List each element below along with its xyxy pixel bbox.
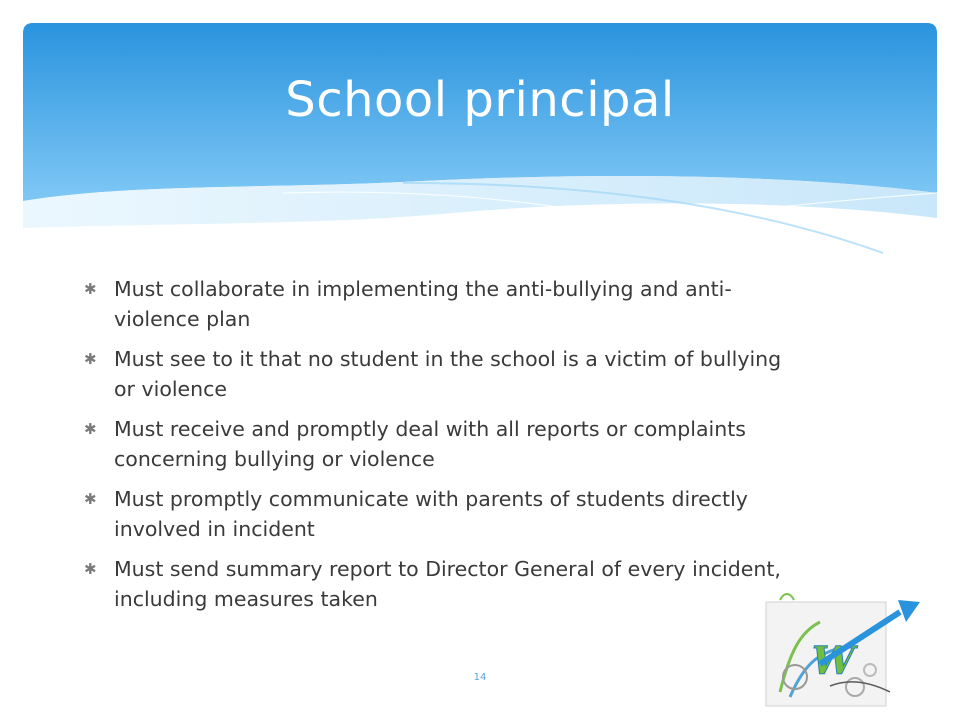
page-number: 14: [473, 672, 487, 683]
asterisk-bullet-icon: ✱: [84, 280, 97, 298]
decorative-logo-icon: [760, 582, 930, 710]
title-banner: [23, 23, 937, 273]
asterisk-bullet-icon: ✱: [84, 560, 97, 578]
bullet-item: [84, 274, 804, 334]
bullet-text: Must receive and promptly deal with all reports or complaints concerning bullying or violence: [114, 417, 746, 471]
slide-title: School principal: [285, 72, 675, 128]
bullet-text: Must promptly communicate with parents of students directly involved in incident: [114, 487, 748, 541]
bullet-text: Must see to it that no student in the school is a victim of bullying or violence: [114, 347, 782, 401]
asterisk-bullet-icon: ✱: [84, 490, 97, 508]
bullet-text: Must collaborate in implementing the anti-bullying and anti-violence plan: [114, 277, 732, 331]
bullet-list: [84, 274, 804, 624]
bullet-text: Must send summary report to Director General of every incident, including measures taken: [114, 557, 781, 611]
bullet-item: [84, 554, 804, 614]
svg-text:W: W: [812, 638, 855, 683]
bullet-item: [84, 484, 804, 544]
asterisk-bullet-icon: ✱: [84, 420, 97, 438]
bullet-item: [84, 414, 804, 474]
asterisk-bullet-icon: ✱: [84, 350, 97, 368]
bullet-item: [84, 344, 804, 404]
